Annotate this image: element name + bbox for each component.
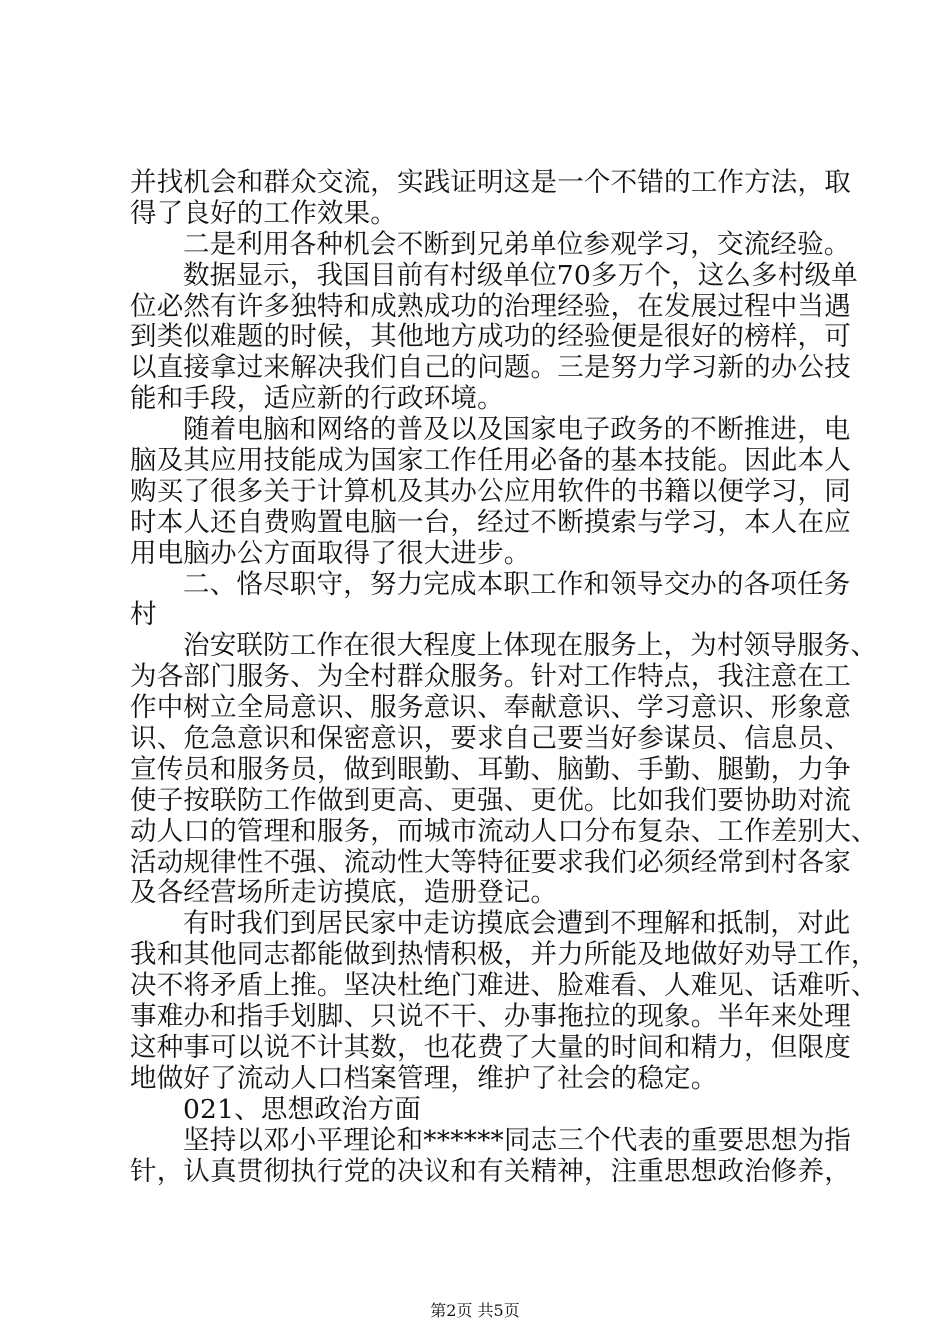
paragraph-start-line: 随着电脑和网络的普及以及国家电子政务的不断推进，电: [183, 414, 851, 446]
section-heading-line: 二、恪尽职守，努力完成本职工作和领导交办的各项任务: [183, 568, 851, 600]
text-line: 针，认真贯彻执行党的决议和有关精神，注重思想政治修养，: [130, 1155, 851, 1187]
text-line: 我和其他同志都能做到热情积极，并力所能及地做好劝导工作，: [130, 939, 878, 971]
paragraph-start-line: 数据显示，我国目前有村级单位70多万个，这么多村级单: [183, 259, 858, 291]
text-line: 能和手段，适应新的行政环境。: [130, 383, 504, 415]
text-line: 为各部门服务、为全村群众服务。针对工作特点，我注意在工: [130, 661, 851, 693]
section-heading-line: 021、思想政治方面: [183, 1093, 422, 1125]
text-line: 以直接拿过来解决我们自己的问题。三是努力学习新的办公技: [130, 352, 851, 384]
text-line: 并找机会和群众交流，实践证明这是一个不错的工作方法，取: [130, 167, 851, 198]
text-line: 及各经营场所走访摸底，造册登记。: [130, 877, 558, 909]
page-number-footer: 第2页 共5页: [430, 1301, 520, 1320]
text-line: 购买了很多关于计算机及其办公应用软件的书籍以便学习，同: [130, 475, 851, 507]
text-line: 位必然有许多独特和成熟成功的治理经验，在发展过程中当遇: [130, 290, 851, 322]
text-line: 得了良好的工作效果。: [130, 197, 397, 229]
text-line: 决不将矛盾上推。坚决杜绝门难进、脸难看、人难见、话难听、: [130, 970, 878, 1002]
paragraph-start-line: 二是利用各种机会不断到兄弟单位参观学习，交流经验。: [183, 228, 851, 260]
paragraph-start-line: 有时我们到居民家中走访摸底会遭到不理解和抵制，对此: [183, 908, 851, 940]
text-line: 村: [130, 599, 157, 631]
text-line: 使子按联防工作做到更高、更强、更优。比如我们要协助对流: [130, 784, 851, 816]
text-line: 到类似难题的时候，其他地方成功的经验便是很好的榜样，可: [130, 321, 851, 353]
paragraph-start-line: 坚持以邓小平理论和******同志三个代表的重要思想为指: [183, 1124, 852, 1156]
body-text: [130, 167, 878, 1187]
paragraph-start-line: 治安联防工作在很大程度上体现在服务上，为村领导服务、: [183, 630, 878, 662]
text-line: 活动规律性不强、流动性大等特征要求我们必须经常到村各家: [130, 846, 851, 878]
text-line: 识、危急意识和保密意识，要求自己要当好参谋员、信息员、: [130, 723, 851, 755]
text-line: 时本人还自费购置电脑一台，经过不断摸索与学习，本人在应: [130, 506, 851, 538]
text-line: 作中树立全局意识、服务意识、奉献意识、学习意识、形象意: [130, 692, 851, 724]
text-line: 这种事可以说不计其数，也花费了大量的时间和精力，但限度: [130, 1031, 851, 1063]
text-line: 脑及其应用技能成为国家工作任用必备的基本技能。因此本人: [130, 445, 851, 477]
text-line: 宣传员和服务员，做到眼勤、耳勤、脑勤、手勤、腿勤，力争: [130, 753, 851, 785]
text-line: 动人口的管理和服务，而城市流动人口分布复杂、工作差别大、: [130, 815, 878, 847]
text-line: 事难办和指手划脚、只说不干、办事拖拉的现象。半年来处理: [130, 1001, 851, 1033]
text-line: 地做好了流动人口档案管理，维护了社会的稳定。: [130, 1062, 718, 1094]
text-line: 用电脑办公方面取得了很大进步。: [130, 537, 531, 569]
